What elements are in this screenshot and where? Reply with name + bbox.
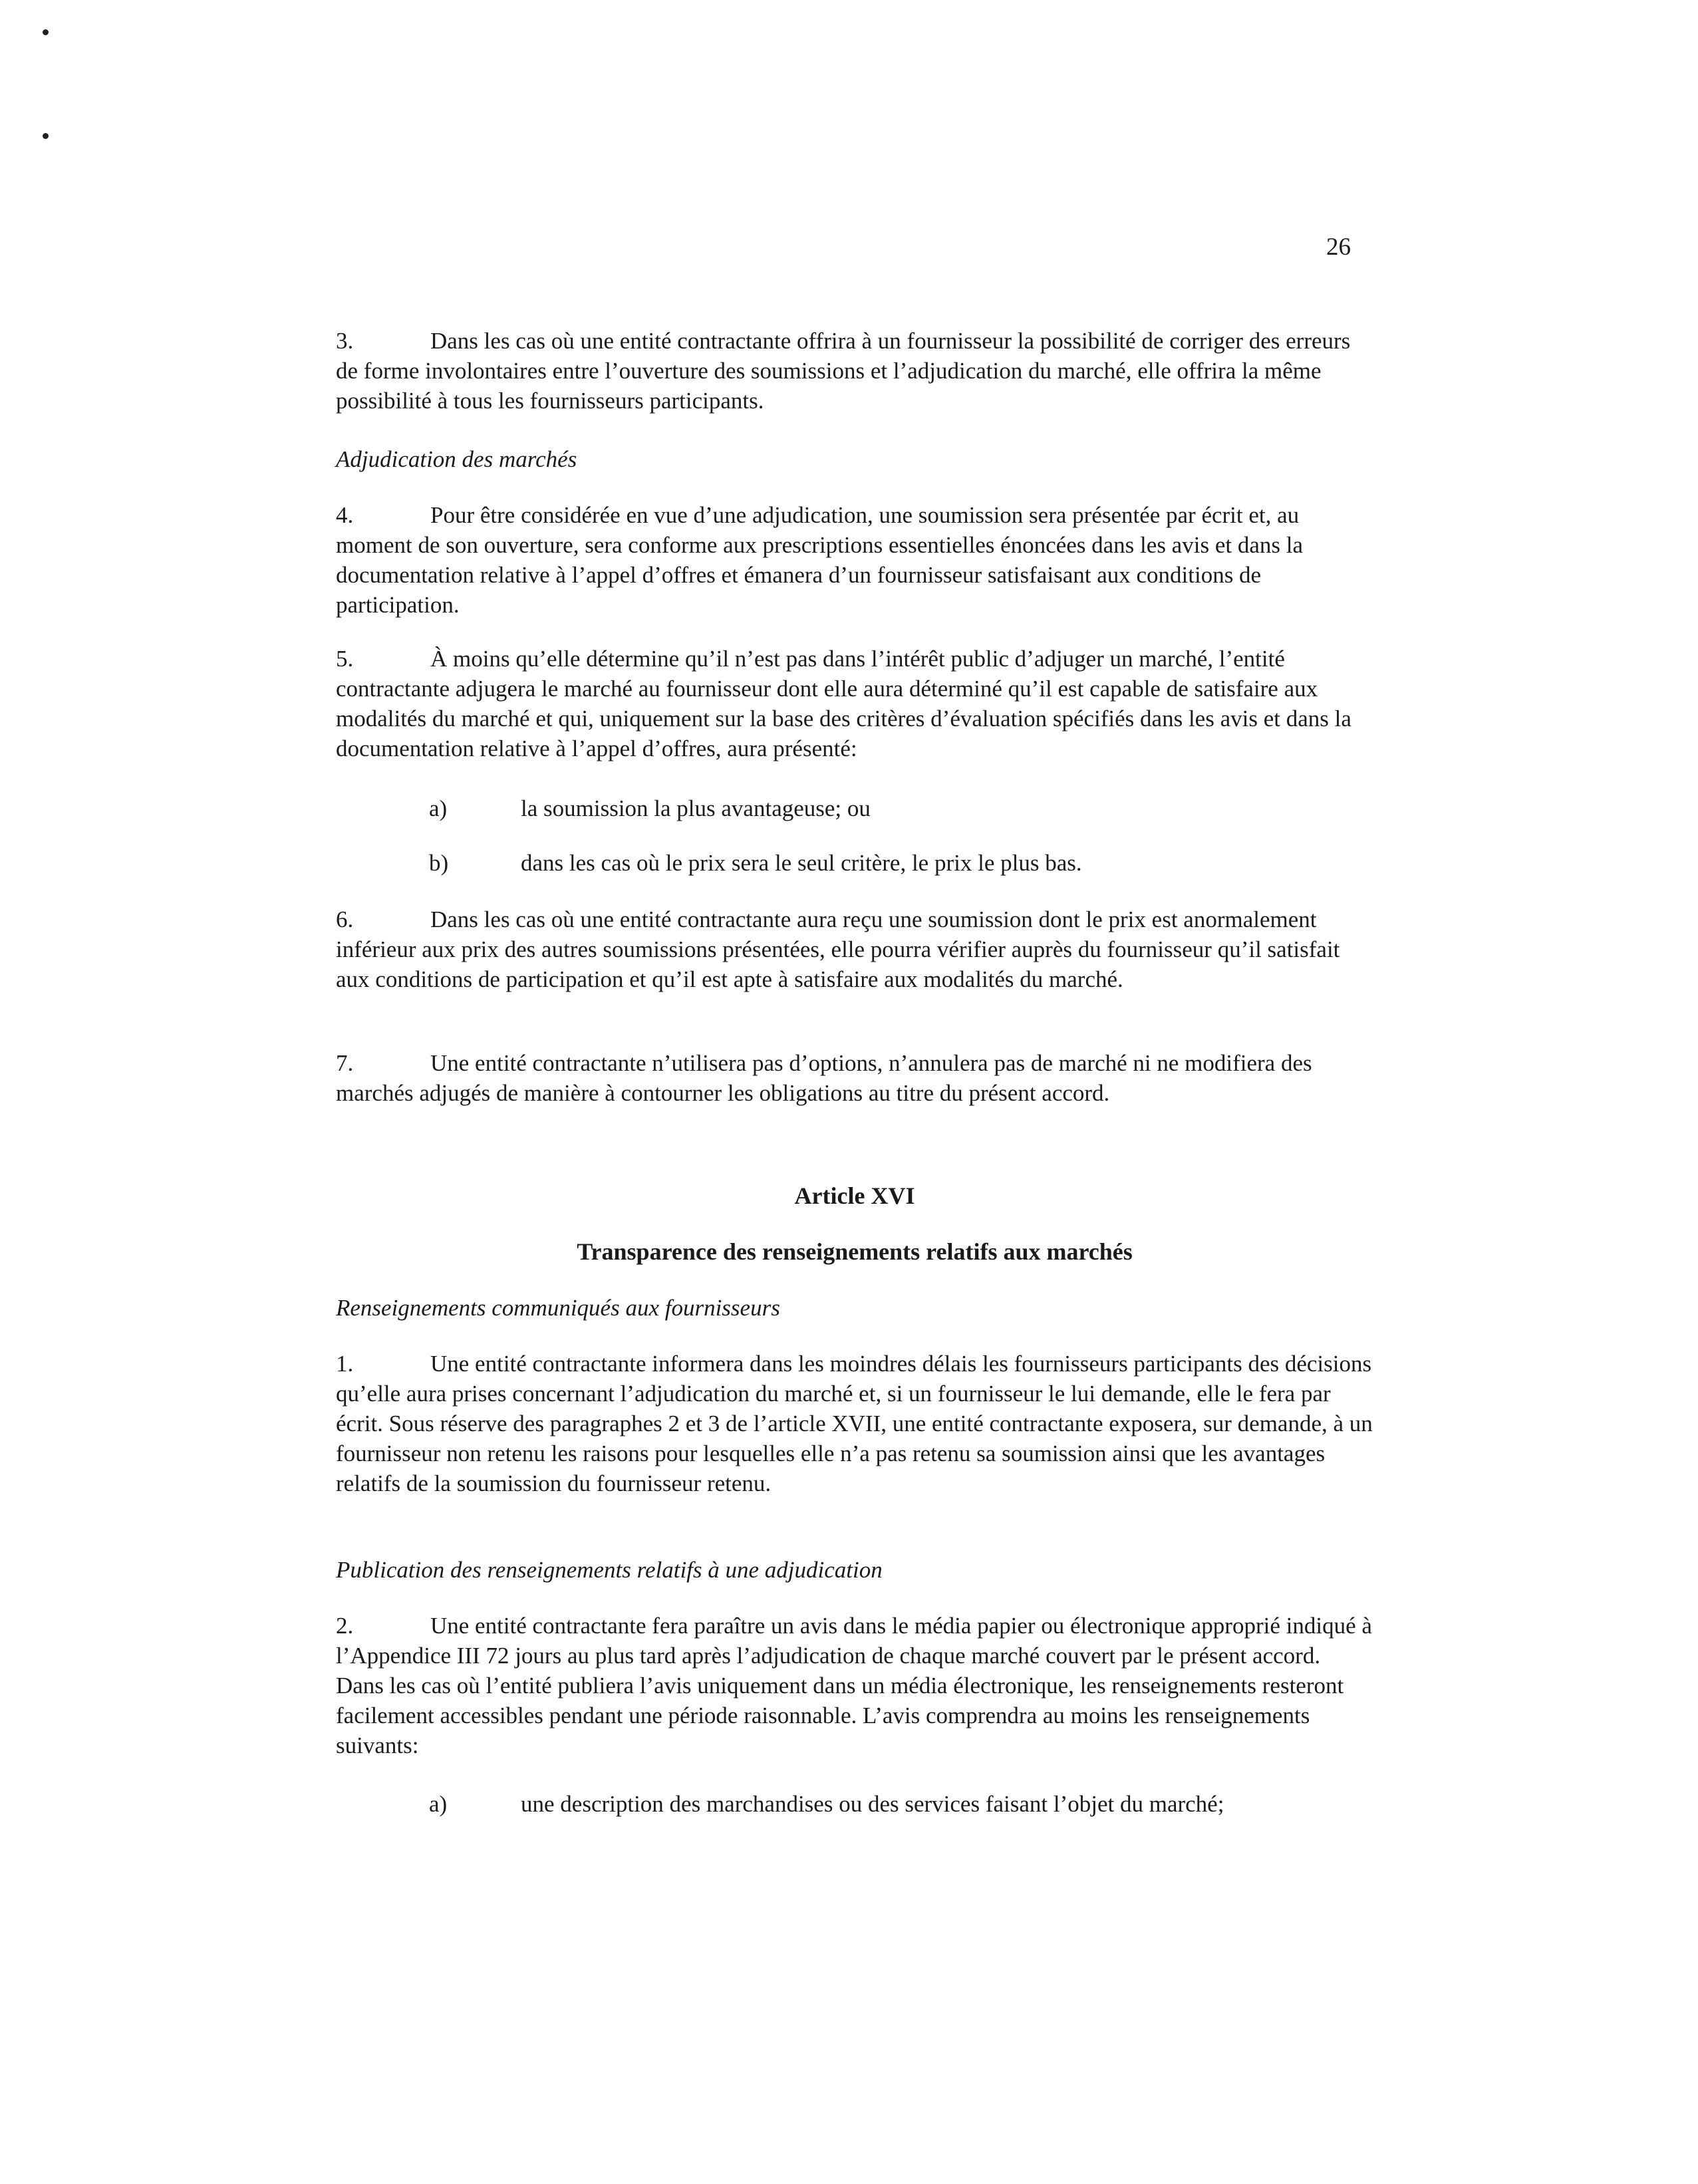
paragraph-7	[336, 1048, 1373, 1108]
paragraph-number: 6.	[336, 906, 354, 932]
paragraph-5	[336, 644, 1373, 763]
paragraph-3	[336, 326, 1373, 416]
paragraph-number: 3.	[336, 328, 354, 354]
list-item	[429, 848, 1082, 878]
article-paragraph-1	[336, 1349, 1373, 1498]
page-number: 26	[1326, 233, 1351, 261]
article-paragraph-2	[336, 1611, 1373, 1760]
list-item-text: une description des marchandises ou des services faisant l’objet du marché;	[521, 1791, 1224, 1817]
paragraph-number: 7.	[336, 1050, 354, 1076]
paragraph-text: Dans les cas où une entité contractante aura reçu une soumission dont le prix est anormalement inférieur aux prix des autres soumissions présentées, elle pourra vérifier auprès du fournisseur qu’il satisfait aux conditions de participation et qu’il est apte à satisfaire aux modalités du marché.	[336, 906, 1340, 992]
paragraph-text: Dans les cas où une entité contractante offrira à un fournisseur la possibilité de corriger des erreurs de forme involontaires entre l’ouverture des soumissions et l’adjudication du marché, elle offrira la même possibilité à tous les fournisseurs participants.	[336, 328, 1351, 414]
article-title: Article XVI	[794, 1182, 915, 1209]
paragraph-number: 4.	[336, 502, 354, 528]
list-item-text: dans les cas où le prix sera le seul critère, le prix le plus bas.	[521, 850, 1082, 876]
paragraph-text: À moins qu’elle détermine qu’il n’est pas dans l’intérêt public d’adjuger un marché, l’entité contractante adjugera le marché au fournisseur dont elle aura déterminé qu’il est capable de satisfaire aux modalités du marché et qui, uniquement sur la base des critères d’évaluation spécifiés dans les avis et dans la documentation relative à l’appel d’offres, aura présenté:	[336, 646, 1351, 761]
article-subtitle: Transparence des renseignements relatifs aux marchés	[577, 1238, 1133, 1265]
scan-mark	[43, 29, 49, 35]
section-subheading: Publication des renseignements relatifs à une adjudication	[336, 1557, 883, 1583]
paragraph-number: 5.	[336, 646, 354, 672]
list-item-label: a)	[429, 795, 448, 821]
paragraph-text: Une entité contractante informera dans les moindres délais les fournisseurs participants des décisions qu’elle aura prises concernant l’adjudication du marché et, si un fournisseur le lui demande, elle le fera par écrit. Sous réserve des paragraphes 2 et 3 de l’article XVII, une entité contractante exposera, sur demande, à un fournisseur non retenu les raisons pour lesquelles elle n’a pas retenu sa soumission ainsi que les avantages relatifs de la soumission du fournisseur retenu.	[336, 1351, 1373, 1496]
paragraph-text: Pour être considérée en vue d’une adjudication, une soumission sera présentée par écrit et, au moment de son ouverture, sera conforme aux prescriptions essentielles énoncées dans les avis et dans la documentation relative à l’appel d’offres et émanera d’un fournisseur satisfaisant aux conditions de participation.	[336, 502, 1303, 618]
paragraph-6	[336, 904, 1373, 994]
section-subheading: Adjudication des marchés	[336, 446, 577, 472]
paragraph-4	[336, 500, 1373, 620]
list-item	[429, 1789, 1224, 1819]
paragraph-number: 1.	[336, 1351, 354, 1377]
paragraph-text: Une entité contractante n’utilisera pas d’options, n’annulera pas de marché ni ne modifiera des marchés adjugés de manière à contourner les obligations au titre du présent accord.	[336, 1050, 1312, 1106]
paragraph-text: Une entité contractante fera paraître un avis dans le média papier ou électronique approprié indiqué à l’Appendice III 72 jours au plus tard après l’adjudication de chaque marché couvert par le présent accord. Dans les cas où l’entité publiera l’avis uniquement dans un média électronique, les renseignements resteront facilement accessibles pendant une période raisonnable. L’avis comprendra au moins les renseignements suivants:	[336, 1613, 1372, 1758]
list-item	[429, 793, 871, 823]
paragraph-number: 2.	[336, 1613, 354, 1639]
scan-mark	[43, 133, 49, 139]
list-item-text: la soumission la plus avantageuse; ou	[521, 795, 871, 821]
list-item-label: a)	[429, 1791, 448, 1817]
list-item-label: b)	[429, 850, 449, 876]
section-subheading: Renseignements communiqués aux fournisseurs	[336, 1295, 780, 1321]
